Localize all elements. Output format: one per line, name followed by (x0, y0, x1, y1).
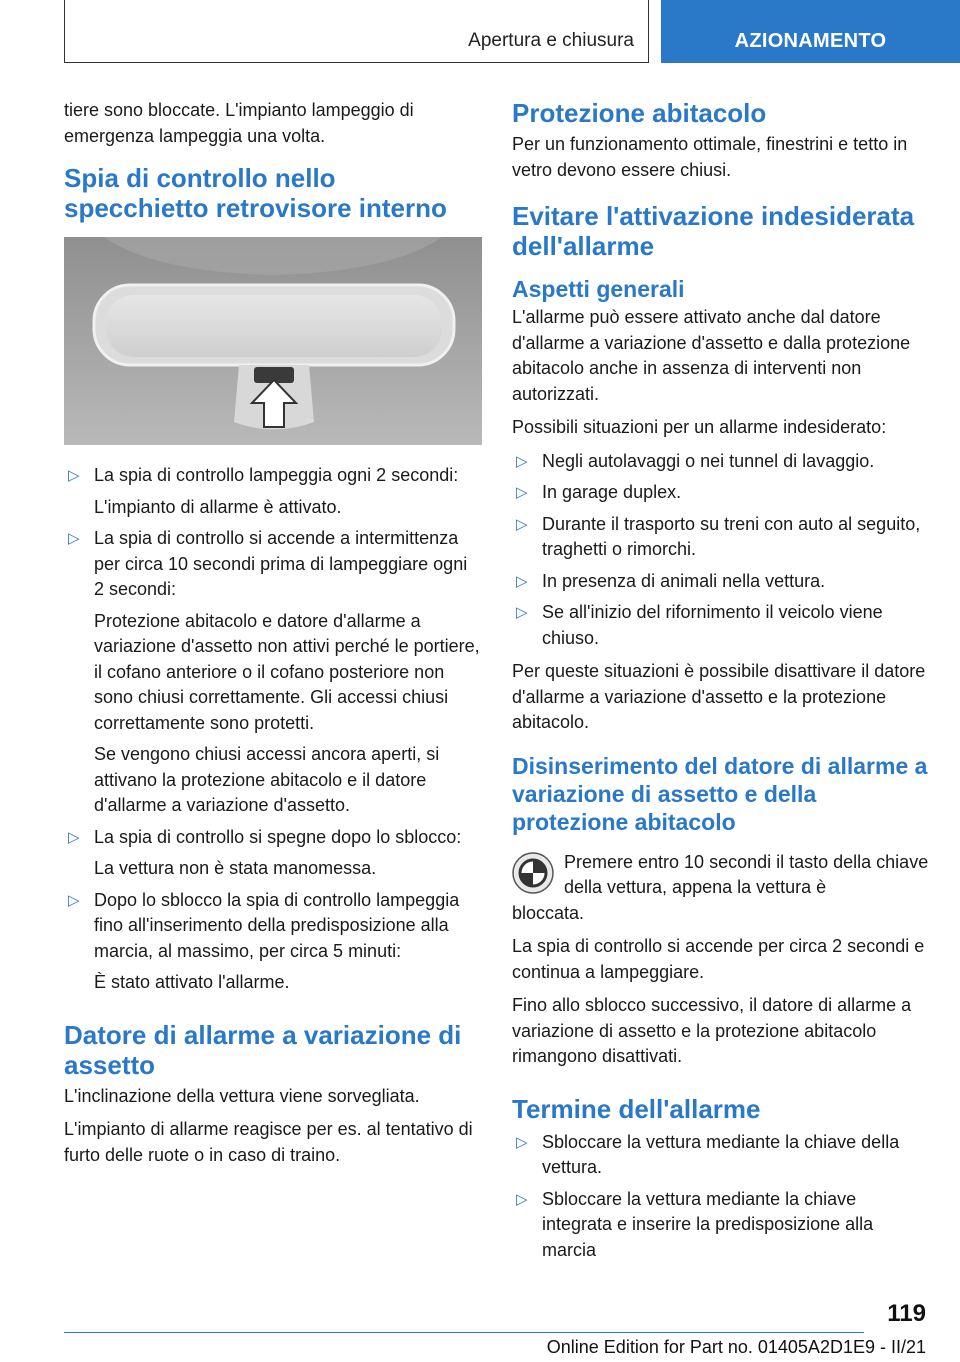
intro-paragraph: tiere sono bloccate. L'impianto lampeggio di emergenza lampeggia una volta. (64, 100, 414, 146)
heading-spia: Spia di controllo nello specchietto retrovisore interno (64, 163, 447, 223)
paragraph-fino: Fino allo sblocco successivo, il datore di allarme a variazione di assetto e la protezione abitacolo rimangono disattivati. (512, 995, 912, 1066)
list-item-text: Negli autolavaggi o nei tunnel di lavaggio. (542, 450, 875, 471)
triangle-bullet-icon: ▷ (516, 604, 528, 621)
list-item (64, 888, 482, 996)
list-item-text: Sbloccare la vettura mediante la chiave integrata e inserire la predisposizione alla marcia (542, 1188, 874, 1260)
triangle-bullet-icon: ▷ (68, 467, 80, 484)
list-item-text: Se all'inizio del rifornimento il veicolo viene chiuso. (542, 602, 883, 648)
termine-list (512, 1130, 930, 1264)
page-header (0, 0, 960, 66)
list-item-lead: La spia di controllo si accende a intermittenza per circa 10 secondi prima di lampeggiare ogni 2 secondi: (94, 528, 468, 599)
section-title: Apertura e chiusura (468, 30, 634, 51)
bmw-key-button-icon (512, 852, 554, 894)
list-item (512, 449, 930, 475)
triangle-bullet-icon: ▷ (516, 484, 528, 501)
triangle-bullet-icon: ▷ (516, 572, 528, 590)
list-item-result: La vettura non è stata manomessa. (94, 858, 377, 878)
paragraph-aspetti: L'allarme può essere attivato anche dal datore d'allarme a variazione d'assetto e dalla protezione abitacolo anche in assenza di interventi non autorizzati. (512, 307, 911, 404)
list-item-lead: La spia di controllo lampeggia ogni 2 secondi: (94, 465, 459, 485)
footer-edition: Online Edition for Part no. 01405A2D1E9 - II/21 (546, 1337, 926, 1357)
paragraph-protezione: Per un funzionamento ottimale, finestrini e tetto in vetro devono essere chiusi. (512, 134, 908, 180)
list-item (64, 463, 482, 520)
heading-aspetti: Aspetti generali (512, 276, 685, 302)
heading-disinserimento: Disinserimento del datore di allarme a variazione di assetto e della protezione abitacolo (512, 752, 928, 835)
triangle-bullet-icon: ▷ (68, 891, 80, 909)
situations-list (512, 449, 930, 652)
list-item (512, 600, 930, 651)
paragraph-spia: La spia di controllo si accende per circa 2 secondi e continua a lampeggiare. (512, 936, 925, 982)
paragraph-inclinazione: L'inclinazione della vettura viene sorvegliata. (64, 1085, 420, 1106)
rearview-mirror-illustration (64, 237, 482, 445)
left-column (64, 98, 482, 1176)
heading-evitare: Evitare l'attivazione indesiderata dell'allarme (512, 201, 915, 261)
triangle-bullet-icon: ▷ (516, 1133, 528, 1151)
chapter-title: AZIONAMENTO (734, 30, 887, 52)
paragraph-premere-cont: bloccata. (512, 902, 585, 923)
paragraph-reagisce: L'impianto di allarme reagisce per es. al tentativo di furto delle ruote o in caso di traino. (64, 1119, 473, 1165)
spia-list (64, 463, 482, 996)
heading-termine: Termine dell'allarme (512, 1093, 761, 1124)
list-item-result: È stato attivato l'allarme. (94, 972, 290, 992)
list-item-text: In garage duplex. (542, 482, 682, 502)
heading-datore: Datore di allarme a variazione di assetto (64, 1019, 462, 1080)
heading-protezione: Protezione abitacolo (512, 98, 767, 128)
list-item-detail: Protezione abitacolo e datore d'allarme a variazione d'assetto non attivi perché le portiere, il cofano anteriore o il cofano posteriore non sono chiusi correttamente. Gli accessi chiusi correttamente sono protetti. (94, 610, 480, 733)
list-item (512, 1187, 930, 1264)
list-item (512, 480, 930, 506)
triangle-bullet-icon: ▷ (68, 530, 80, 547)
list-item (64, 526, 482, 819)
list-item-lead: La spia di controllo si spegne dopo lo sblocco: (94, 826, 462, 847)
chapter-tab (661, 0, 960, 63)
list-item-text: Durante il trasporto su treni con auto al seguito, traghetti o rimorchi. (542, 513, 921, 559)
triangle-bullet-icon: ▷ (516, 515, 528, 533)
list-item (512, 569, 930, 595)
list-item-text: In presenza di animali nella vettura. (542, 570, 826, 591)
list-item-detail: Se vengono chiusi accessi ancora aperti, si attivano la protezione abitacolo e il datore d'allarme a variazione d'assetto. (94, 744, 440, 815)
triangle-bullet-icon: ▷ (516, 452, 528, 470)
section-tab (64, 0, 649, 63)
page-number: 119 (887, 1300, 926, 1327)
list-item (512, 1130, 930, 1181)
footer-divider (64, 1332, 864, 1333)
list-item-result: L'impianto di allarme è attivato. (94, 496, 342, 517)
list-item (64, 825, 482, 882)
triangle-bullet-icon: ▷ (516, 1190, 528, 1208)
list-item-text: Sbloccare la vettura mediante la chiave della vettura. (542, 1131, 900, 1177)
paragraph-premere: Premere entro 10 secondi il tasto della chiave della vettura, appena la vettura è (564, 851, 929, 897)
paragraph-queste: Per queste situazioni è possibile disattivare il datore d'allarme a variazione d'assetto e la protezione abitacolo. (512, 661, 926, 732)
list-item-lead: Dopo lo sblocco la spia di controllo lampeggia fino all'inserimento della predisposizione alla marcia, al massimo, per circa 5 minuti: (94, 889, 460, 961)
key-instruction (512, 850, 930, 927)
right-column (512, 98, 930, 1271)
triangle-bullet-icon: ▷ (68, 828, 80, 846)
paragraph-possibili: Possibili situazioni per un allarme indesiderato: (512, 417, 887, 437)
list-item (512, 512, 930, 563)
